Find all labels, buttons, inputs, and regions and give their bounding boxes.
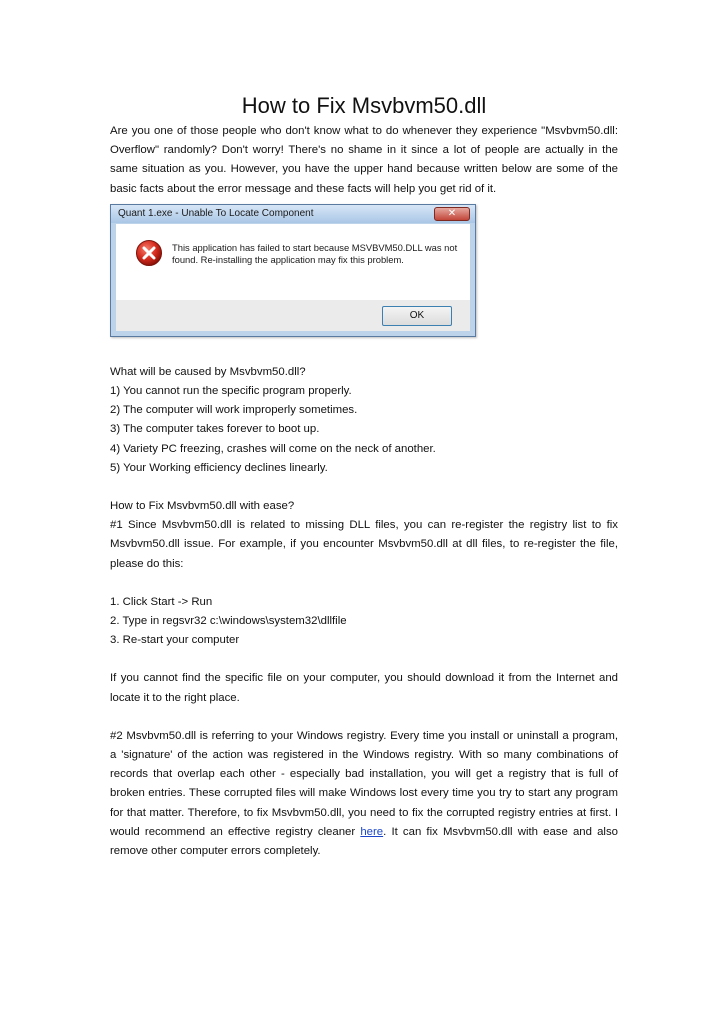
page-title: How to Fix Msvbvm50.dll bbox=[241, 93, 487, 118]
causes-heading: What will be caused by Msvbvm50.dll? bbox=[110, 365, 306, 378]
list-item: 1) You cannot run the specific program properly. bbox=[110, 385, 352, 398]
dialog-titlebar bbox=[111, 205, 475, 223]
list-item: 5) Your Working efficiency declines linearly. bbox=[110, 461, 328, 474]
fix-heading: How to Fix Msvbvm50.dll with ease? bbox=[110, 500, 295, 513]
ok-button: OK bbox=[382, 306, 452, 326]
causes-section bbox=[110, 363, 618, 478]
dialog-footer bbox=[116, 300, 470, 331]
list-item: 4) Variety PC freezing, crashes will come on the neck of another. bbox=[110, 442, 436, 455]
error-icon bbox=[135, 239, 163, 267]
step-item: 2. Type in regsvr32 c:\windows\system32\dllfile bbox=[110, 615, 347, 628]
close-icon: ✕ bbox=[434, 207, 470, 221]
dialog-message: This application has failed to start because MSVBVM50.DLL was not found. Re-installing the application may fix this problem. bbox=[172, 241, 458, 266]
fix-section bbox=[110, 497, 618, 861]
fix-paragraph-1: #1 Since Msvbvm50.dll is related to missing DLL files, you can re-register the registry list to fix Msvbvm50.dll issue. For example, if you encounter Msvbvm50.dll at dll files, to re-register the file, please do this: bbox=[110, 519, 618, 570]
fix-paragraph-2: If you cannot find the specific file on your computer, you should download it from the Internet and locate it to the right place. bbox=[110, 672, 618, 704]
list-item: 2) The computer will work improperly sometimes. bbox=[110, 404, 358, 417]
fix-paragraph-3-text: #2 Msvbvm50.dll is referring to your Windows registry. Every time you install or uninstall a program, a 'signature' of the action was registered in the Windows registry. With so many combinations of records that overlap each other - especially bad installation, you will get a registry that is full of broken entries. These corrupted files will make Windows lost every time you try to start any program for that matter. Therefore, to fix Msvbvm50.dll, you need to fix the corrupted registry entries at first. I would recommend an effective registry cleaner bbox=[110, 729, 618, 838]
dialog-title: Quant 1.exe - Unable To Locate Component bbox=[118, 207, 314, 219]
fix-paragraph-3 bbox=[110, 727, 618, 861]
step-item: 1. Click Start -> Run bbox=[110, 595, 213, 608]
error-dialog-screenshot bbox=[110, 204, 476, 337]
dialog-body bbox=[116, 224, 470, 300]
step-item: 3. Re-start your computer bbox=[110, 634, 240, 647]
intro-paragraph: Are you one of those people who don't know what to do whenever they experience "Msvbvm50.dll: Overflow" randomly? Don't worry! There's no shame in it since a lot of people are actually in the same situation as you. However, you have the upper hand because written below are some of the basic facts about the error message and these facts will help you get rid of it. bbox=[110, 125, 618, 195]
document-page bbox=[110, 92, 618, 861]
fix-paragraph-3-tail: . It can fix Msvbvm50.dll with ease and also remove other computer errors completely. bbox=[110, 825, 618, 858]
list-item: 3) The computer takes forever to boot up. bbox=[110, 423, 320, 436]
registry-cleaner-link[interactable]: here bbox=[360, 825, 384, 838]
